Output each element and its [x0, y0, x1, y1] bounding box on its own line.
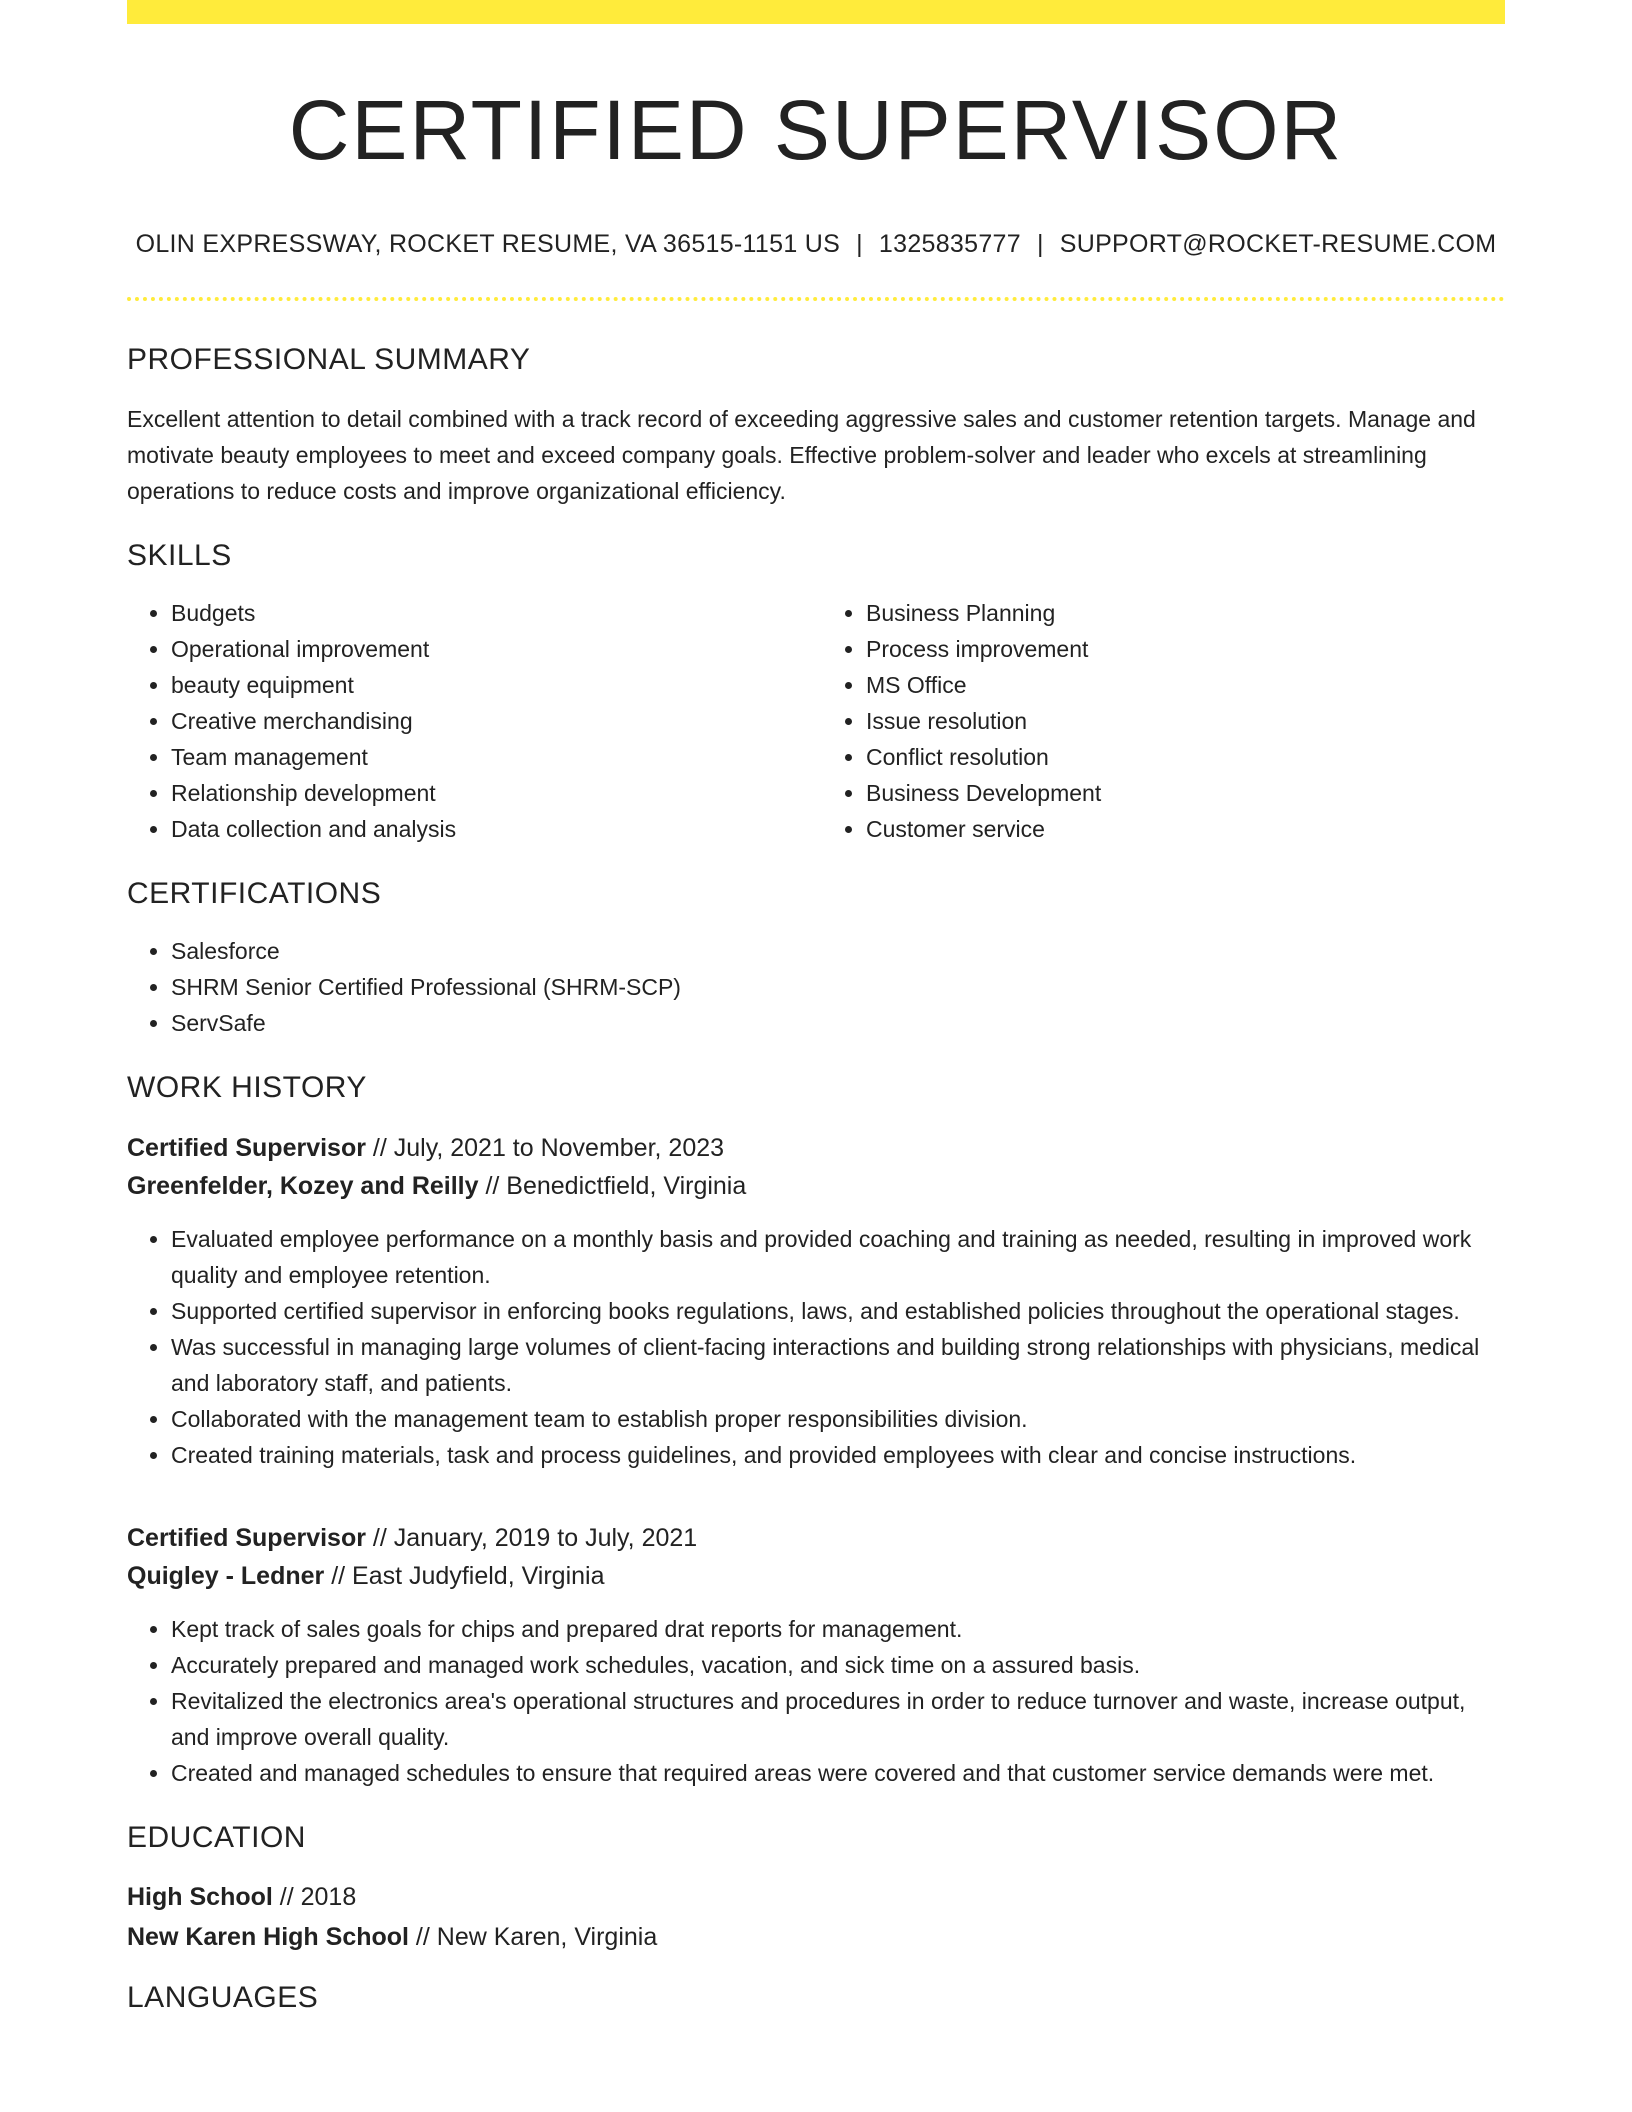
- summary-text: Excellent attention to detail combined with a track record of exceeding aggressive sales and customer retention targets. Manage and motivate beauty employees to meet and exceed company goals. Effective problem-solver and leader who excels at streamlining operations to reduce costs and improve organizational efficiency.: [127, 406, 1476, 505]
- job-dates: // January, 2019 to July, 2021: [365, 1524, 698, 1553]
- education-section: [127, 1821, 1505, 1957]
- skill-item: • Team management: [171, 739, 816, 775]
- job-duties-list: [127, 1611, 1505, 1791]
- job-duty: • Created training materials, task and process guidelines, and provided employees with clear and concise instructions.: [171, 1437, 1505, 1473]
- education-year: // 2018: [272, 1883, 357, 1912]
- contact-address: OLIN EXPRESSWAY, ROCKET RESUME, VA 36515-1151 US: [135, 230, 841, 259]
- certification-item: • ServSafe: [171, 1005, 1505, 1041]
- job-company-line: [127, 1557, 1505, 1595]
- contact-separator: |: [856, 230, 863, 259]
- job-duty: • Evaluated employee performance on a monthly basis and provided coaching and training as needed, resulting in improved work quality and employee retention.: [171, 1221, 1505, 1293]
- job-entry: [127, 1129, 1505, 1473]
- skill-item: • Relationship development: [171, 775, 816, 811]
- section-title-education: EDUCATION: [127, 1821, 306, 1855]
- job-duty: • Revitalized the electronics area's operational structures and procedures in order to reduce turnover and waste, increase output, and improve overall quality.: [171, 1683, 1505, 1755]
- skills-list-left: [127, 595, 816, 847]
- job-company-line: [127, 1167, 1505, 1205]
- job-company: Greenfelder, Kozey and Reilly: [127, 1172, 479, 1201]
- contact-phone: 1325835777: [878, 230, 1021, 259]
- education-entry: [127, 1877, 1505, 1957]
- section-title-certifications: CERTIFICATIONS: [127, 877, 382, 911]
- skill-item: • Business Development: [866, 775, 1505, 811]
- education-degree-line: [127, 1877, 1505, 1917]
- skill-item: • Business Planning: [866, 595, 1505, 631]
- work-history-section: [127, 1071, 1505, 1791]
- contact-line: [127, 230, 1505, 259]
- dotted-divider: [127, 297, 1505, 301]
- section-title-skills: SKILLS: [127, 539, 232, 573]
- education-location: // New Karen, Virginia: [408, 1923, 658, 1952]
- certifications-section: [127, 877, 1505, 1041]
- job-role-line: [127, 1519, 1505, 1557]
- skill-item: • Data collection and analysis: [171, 811, 816, 847]
- contact-separator: |: [1036, 230, 1044, 259]
- skill-item: • beauty equipment: [171, 667, 816, 703]
- job-duty: • Supported certified supervisor in enforcing books regulations, laws, and established policies throughout the operational stages.: [171, 1293, 1505, 1329]
- certification-item: • Salesforce: [171, 933, 1505, 969]
- job-location: // Benedictfield, Virginia: [478, 1172, 747, 1201]
- section-title-languages: LANGUAGES: [127, 1981, 319, 2015]
- job-role-line: [127, 1129, 1505, 1167]
- job-company: Quigley - Ledner: [127, 1562, 325, 1591]
- certification-item: • SHRM Senior Certified Professional (SHRM-SCP): [171, 969, 1505, 1005]
- job-duty: • Created and managed schedules to ensure that required areas were covered and that customer service demands were met.: [171, 1755, 1505, 1791]
- job-role: Certified Supervisor: [127, 1134, 366, 1163]
- skill-item: • Issue resolution: [866, 703, 1505, 739]
- job-entry: [127, 1519, 1505, 1791]
- skill-item: • Budgets: [171, 595, 816, 631]
- languages-section: [127, 1981, 1505, 2015]
- resume-name: CERTIFIED SUPERVISOR: [288, 83, 1344, 177]
- job-duties-list: [127, 1221, 1505, 1473]
- education-school: New Karen High School: [127, 1923, 409, 1952]
- job-duty: • Accurately prepared and managed work schedules, vacation, and sick time on a assured basis.: [171, 1647, 1505, 1683]
- education-degree: High School: [127, 1883, 273, 1912]
- skill-item: • Customer service: [866, 811, 1505, 847]
- job-duty: • Kept track of sales goals for chips and prepared drat reports for management.: [171, 1611, 1505, 1647]
- accent-top-bar: [127, 0, 1505, 24]
- skill-item: • Creative merchandising: [171, 703, 816, 739]
- education-school-line: [127, 1917, 1505, 1957]
- skill-item: • Conflict resolution: [866, 739, 1505, 775]
- skills-list-right: [816, 595, 1505, 847]
- skills-grid: [127, 595, 1505, 847]
- job-duty: • Collaborated with the management team to establish proper responsibilities division.: [171, 1401, 1505, 1437]
- skill-item: • Operational improvement: [171, 631, 816, 667]
- resume-page: [127, 0, 1505, 2015]
- section-title-summary: PROFESSIONAL SUMMARY: [127, 343, 531, 377]
- job-duty: • Was successful in managing large volumes of client-facing interactions and building strong relationships with physicians, medical and laboratory staff, and patients.: [171, 1329, 1505, 1401]
- certifications-list: [127, 933, 1505, 1041]
- section-title-work-history: WORK HISTORY: [127, 1071, 367, 1105]
- skill-item: • MS Office: [866, 667, 1505, 703]
- summary-section: [127, 343, 1505, 509]
- job-location: // East Judyfield, Virginia: [324, 1562, 605, 1591]
- job-dates: // July, 2021 to November, 2023: [365, 1134, 725, 1163]
- contact-email: SUPPORT@ROCKET-RESUME.COM: [1059, 230, 1497, 259]
- skills-section: [127, 539, 1505, 847]
- skill-item: • Process improvement: [866, 631, 1505, 667]
- job-role: Certified Supervisor: [127, 1524, 366, 1553]
